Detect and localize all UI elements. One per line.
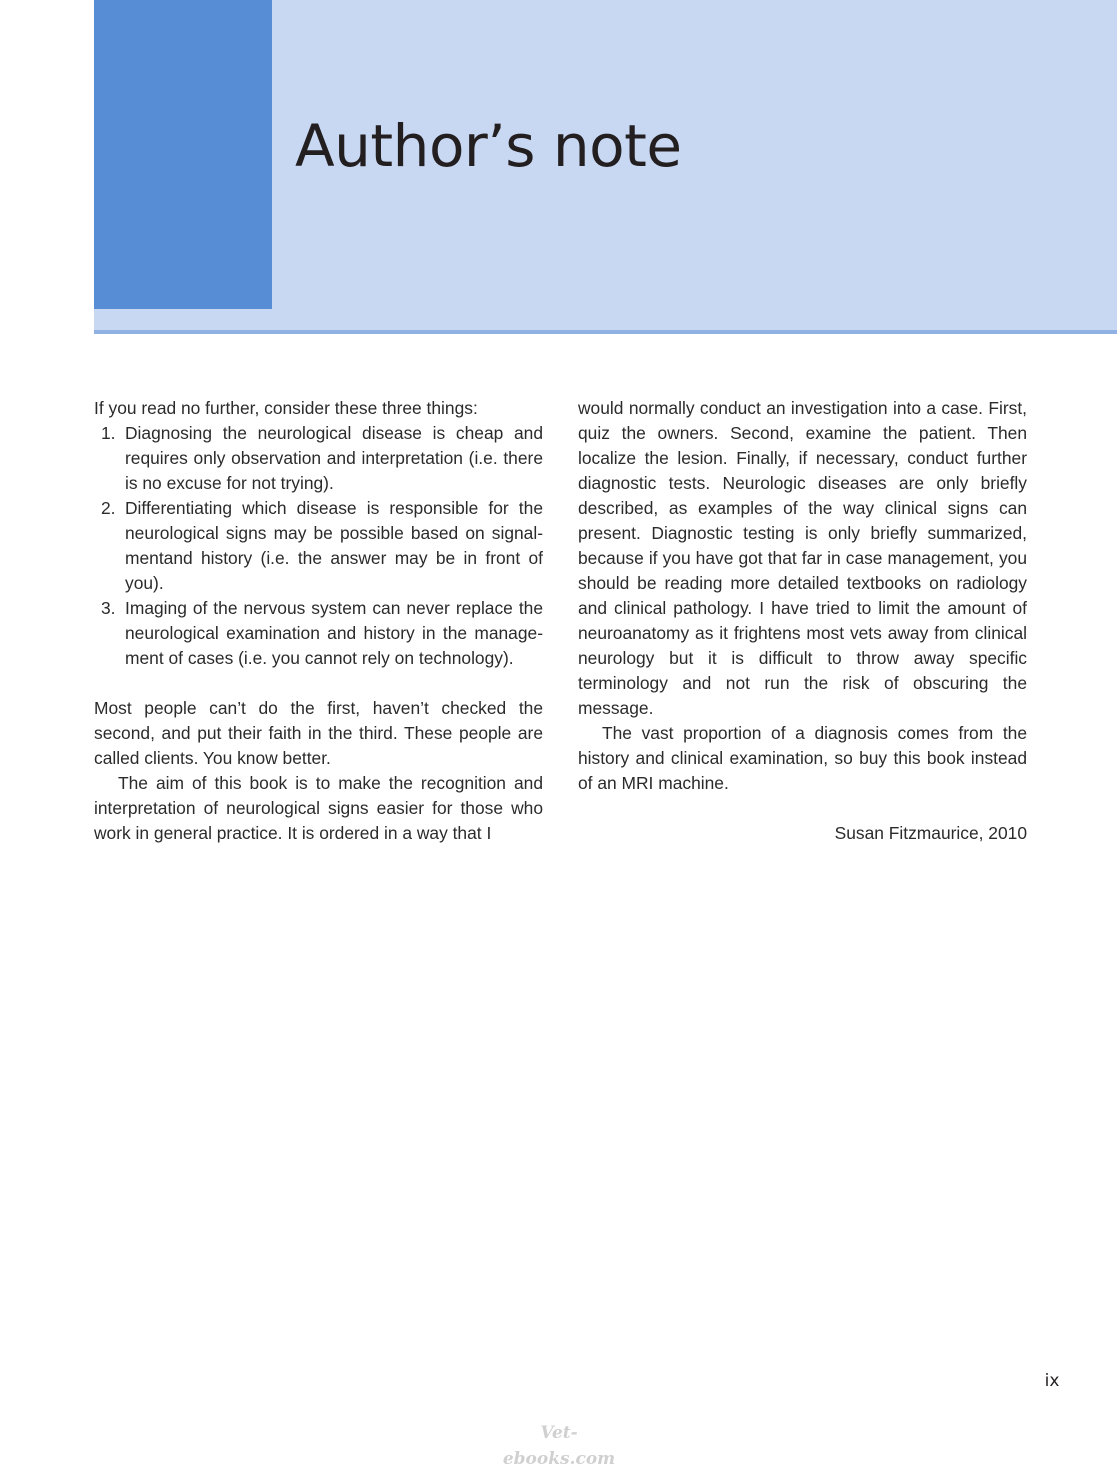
body-paragraph: Most people can’t do the first, haven’t checked the second, and put their faith in the third. These people are called clients. You know better. [94, 698, 543, 768]
body-paragraph: would normally conduct an investigation into a case. First, quiz the owners. Second, examine the patient. Then localize the lesion. Finally, if necessary, conduct further diagnostic tests. Neurologic diseases are only briefly described, as examples of the way clinical signs can present. Diagnostic testing is only briefly summarized, because if you have got that far in case management, you should be reading more detailed textbooks on radiology and clinical pathology. I have tried to limit the amount of neuroanatomy as it frightens most vets away from clinical neurology but it is difficult to throw away specific terminology and not run the risk of obscuring the message. [578, 398, 1027, 718]
list-item-number: 2. [101, 498, 116, 518]
list-item-text: Diagnosing the neurological disease is cheap and requires only observation and interpretation (i.e. there is no excuse for not trying). [125, 423, 543, 493]
watermark-logo: Vet-ebooks.com [502, 1423, 616, 1469]
list-item-text: Differentiating which disease is responsible for the neurological signs may be possible based on signalmentand history (i.e. the answer may be in front of you). [125, 498, 543, 593]
intro-paragraph: If you read no further, consider these three things: [94, 398, 478, 418]
list-item-number: 3. [101, 598, 116, 618]
page-number: ix [1044, 1371, 1060, 1391]
list-item [94, 421, 543, 496]
author-signature: Susan Fitzmaurice, 2010 [834, 823, 1027, 843]
body-paragraph: The vast proportion of a diagnosis comes from the history and clinical examination, so buy this book instead of an MRI machine. [578, 723, 1027, 793]
left-column [94, 396, 543, 846]
right-column [578, 396, 1027, 846]
list-item-text: Imaging of the nervous system can never replace the neurological examination and history in the management of cases (i.e. you cannot rely on technology). [125, 598, 543, 668]
list-item [94, 496, 543, 596]
body-paragraph: The aim of this book is to make the recognition and interpretation of neurological signs easier for those who work in general practice. It is ordered in a way that I [94, 773, 543, 843]
list-item [94, 596, 543, 671]
page-title: Author’s note [295, 112, 682, 180]
header-accent-block [94, 0, 272, 309]
header-divider [94, 330, 1117, 334]
three-things-list [94, 421, 543, 671]
list-item-number: 1. [101, 423, 116, 443]
